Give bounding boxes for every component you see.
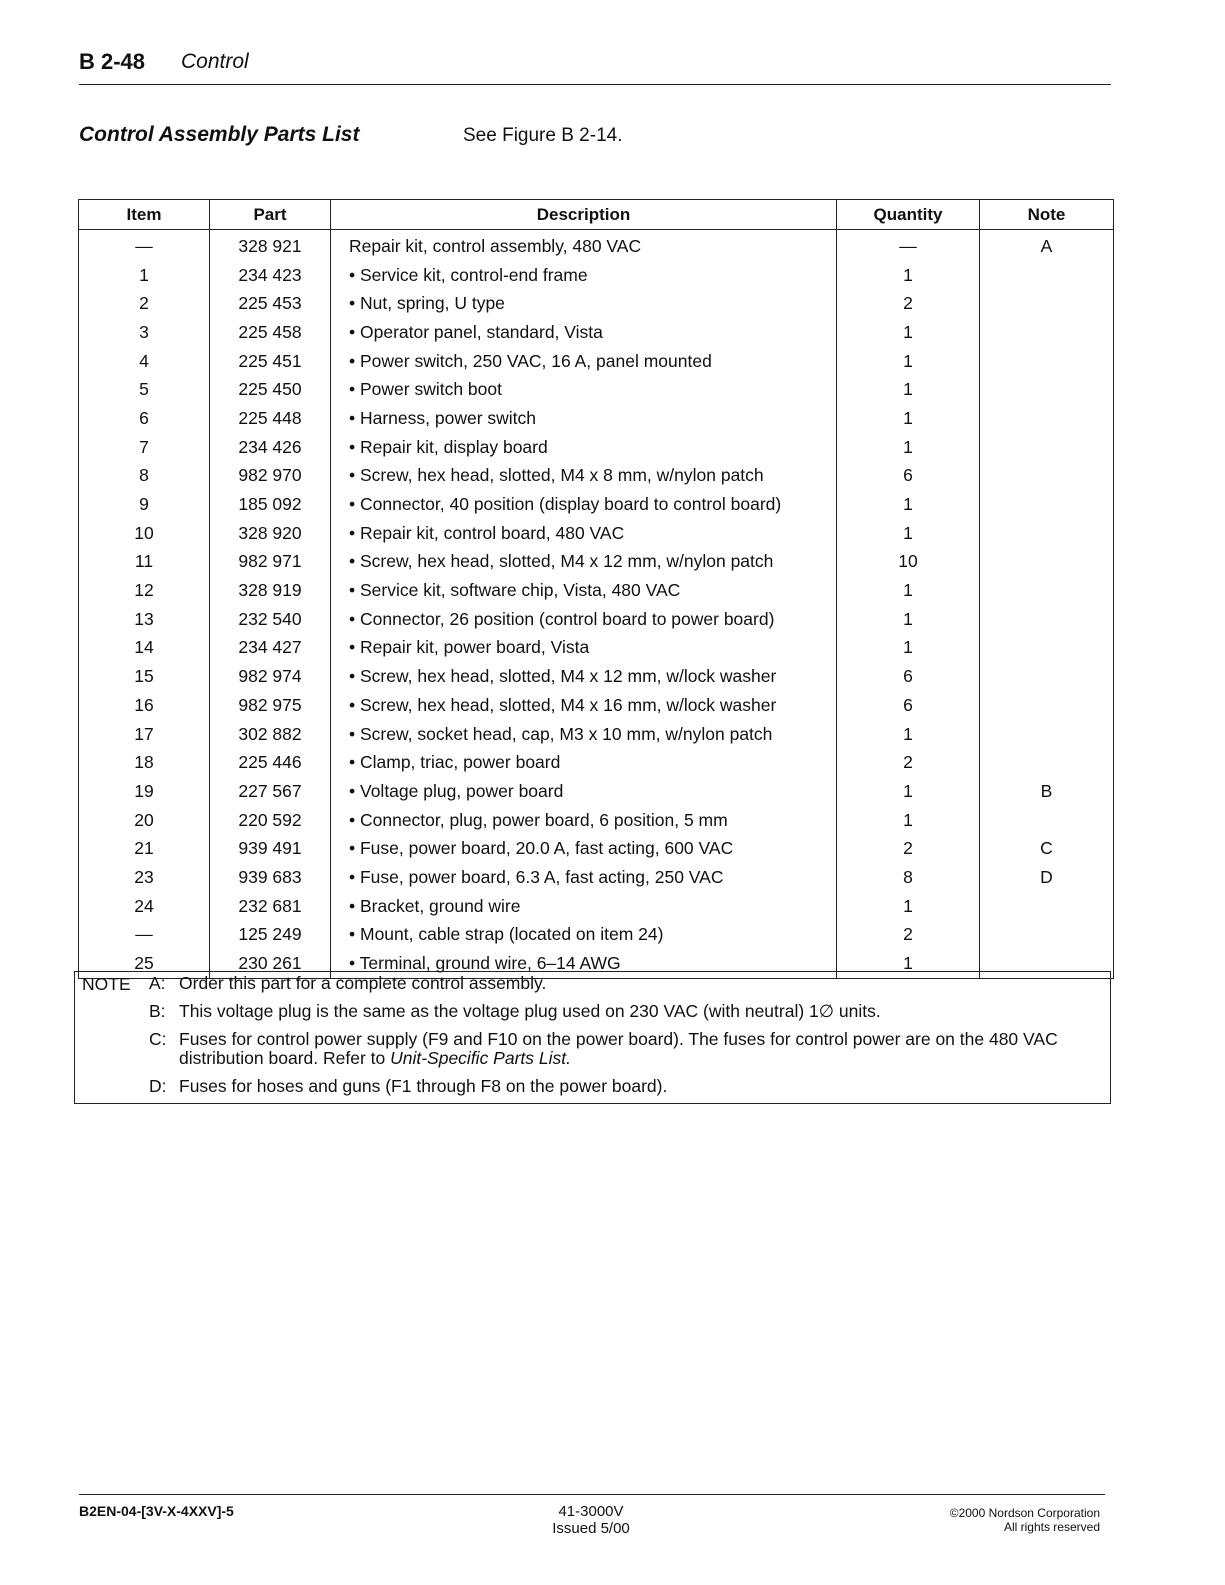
cell-note (980, 576, 1114, 605)
cell-description: Repair kit, control assembly, 480 VAC (331, 230, 837, 261)
cell-note (980, 261, 1114, 290)
cell-note (980, 519, 1114, 548)
page-number: B 2-48 (79, 49, 146, 74)
cell-description: • Screw, hex head, slotted, M4 x 16 mm, w/lock washer (331, 691, 837, 720)
cell-quantity: 1 (837, 892, 980, 921)
cell-quantity: 1 (837, 490, 980, 519)
table-row (79, 748, 1114, 777)
note-c (149, 1030, 1149, 1068)
cell-description: • Connector, 26 position (control board to power board) (331, 605, 837, 634)
cell-item: — (79, 230, 210, 261)
column-header-description: Description (331, 200, 837, 230)
cell-part: 939 683 (210, 863, 331, 892)
cell-part: 234 427 (210, 634, 331, 663)
cell-note (980, 662, 1114, 691)
cell-part: 225 458 (210, 318, 331, 347)
cell-item: 8 (79, 462, 210, 491)
cell-note (980, 318, 1114, 347)
cell-quantity: 1 (837, 433, 980, 462)
cell-note: C (980, 834, 1114, 863)
cell-part: 234 426 (210, 433, 331, 462)
table-row (79, 462, 1114, 491)
cell-item: 4 (79, 347, 210, 376)
cell-item: 23 (79, 863, 210, 892)
cell-item: 7 (79, 433, 210, 462)
cell-item: 6 (79, 404, 210, 433)
note-label: NOTE (82, 974, 131, 994)
cell-description: • Bracket, ground wire (331, 892, 837, 921)
cell-part: 230 261 (210, 949, 331, 978)
cell-item: 15 (79, 662, 210, 691)
cell-description: • Screw, hex head, slotted, M4 x 12 mm, w/lock washer (331, 662, 837, 691)
cell-item: 1 (79, 261, 210, 290)
cell-item: 3 (79, 318, 210, 347)
table-row (79, 548, 1114, 577)
cell-description: • Screw, hex head, slotted, M4 x 8 mm, w/nylon patch (331, 462, 837, 491)
cell-description: • Screw, socket head, cap, M3 x 10 mm, w/nylon patch (331, 720, 837, 749)
cell-description: • Repair kit, power board, Vista (331, 634, 837, 663)
cell-part: 232 540 (210, 605, 331, 634)
cell-description: • Mount, cable strap (located on item 24) (331, 921, 837, 950)
cell-quantity: 1 (837, 777, 980, 806)
note-b-text: This voltage plug is the same as the voltage plug used on 230 VAC (with neutral) 1∅ units. (179, 1001, 881, 1021)
note-b (149, 1002, 1099, 1021)
cell-item: — (79, 921, 210, 950)
cell-description: • Voltage plug, power board (331, 777, 837, 806)
cell-part: 328 920 (210, 519, 331, 548)
cell-part: 328 921 (210, 230, 331, 261)
chapter-title: Control (181, 50, 249, 73)
table-row (79, 892, 1114, 921)
cell-note (980, 921, 1114, 950)
note-a-text: Order this part for a complete control assembly. (179, 973, 547, 993)
cell-note (980, 691, 1114, 720)
cell-note (980, 892, 1114, 921)
section-title: Control Assembly Parts List (79, 123, 360, 146)
cell-item: 5 (79, 375, 210, 404)
note-a (149, 974, 1099, 993)
cell-note (980, 375, 1114, 404)
cell-quantity: 1 (837, 576, 980, 605)
cell-item: 12 (79, 576, 210, 605)
cell-note (980, 490, 1114, 519)
cell-quantity: 2 (837, 834, 980, 863)
cell-note (980, 806, 1114, 835)
note-a-letter: A: (149, 973, 166, 993)
cell-description: • Terminal, ground wire, 6–14 AWG (331, 949, 837, 978)
footer-doc-info (540, 1503, 642, 1537)
note-c-text-line1: Fuses for control power supply (F9 and F10 on the power board). The fuses for control power are on the 480 VAC (179, 1029, 1058, 1049)
note-d (149, 1077, 1099, 1096)
cell-quantity: 1 (837, 634, 980, 663)
cell-part: 234 423 (210, 261, 331, 290)
parts-table (78, 199, 1114, 979)
parts-table-body (79, 230, 1114, 979)
cell-item: 13 (79, 605, 210, 634)
cell-quantity: 1 (837, 261, 980, 290)
cell-note (980, 433, 1114, 462)
cell-description: • Service kit, software chip, Vista, 480 VAC (331, 576, 837, 605)
cell-part: 227 567 (210, 777, 331, 806)
cell-part: 982 975 (210, 691, 331, 720)
cell-description: • Connector, 40 position (display board to control board) (331, 490, 837, 519)
cell-quantity: 1 (837, 347, 980, 376)
table-row (79, 605, 1114, 634)
notes-box (74, 971, 1111, 1104)
cell-part: 185 092 (210, 490, 331, 519)
table-row (79, 289, 1114, 318)
cell-part: 225 448 (210, 404, 331, 433)
cell-note (980, 289, 1114, 318)
cell-description: • Screw, hex head, slotted, M4 x 12 mm, w/nylon patch (331, 548, 837, 577)
cell-description: • Harness, power switch (331, 404, 837, 433)
footer-copyright-block (880, 1506, 1100, 1534)
cell-description: • Repair kit, control board, 480 VAC (331, 519, 837, 548)
cell-note: B (980, 777, 1114, 806)
cell-item: 17 (79, 720, 210, 749)
column-header-note: Note (980, 200, 1114, 230)
cell-note (980, 634, 1114, 663)
cell-part: 232 681 (210, 892, 331, 921)
table-row (79, 318, 1114, 347)
cell-note (980, 347, 1114, 376)
cell-description: • Clamp, triac, power board (331, 748, 837, 777)
table-row (79, 662, 1114, 691)
cell-quantity: 1 (837, 375, 980, 404)
cell-quantity: 2 (837, 289, 980, 318)
table-row (79, 576, 1114, 605)
cell-part: 125 249 (210, 921, 331, 950)
cell-item: 11 (79, 548, 210, 577)
cell-part: 939 491 (210, 834, 331, 863)
cell-note (980, 605, 1114, 634)
cell-quantity: 6 (837, 662, 980, 691)
cell-note (980, 548, 1114, 577)
table-row (79, 261, 1114, 290)
column-header-item: Item (79, 200, 210, 230)
cell-note (980, 462, 1114, 491)
cell-item: 16 (79, 691, 210, 720)
cell-part: 982 970 (210, 462, 331, 491)
table-header-row (79, 200, 1114, 230)
cell-quantity: 6 (837, 691, 980, 720)
table-row (79, 834, 1114, 863)
cell-part: 225 451 (210, 347, 331, 376)
column-header-part: Part (210, 200, 331, 230)
cell-note (980, 720, 1114, 749)
table-row (79, 347, 1114, 376)
column-header-quantity: Quantity (837, 200, 980, 230)
cell-quantity: 10 (837, 548, 980, 577)
table-row (79, 863, 1114, 892)
table-row (79, 720, 1114, 749)
cell-item: 14 (79, 634, 210, 663)
table-row (79, 691, 1114, 720)
cell-item: 19 (79, 777, 210, 806)
cell-quantity: 1 (837, 519, 980, 548)
note-c-reference: Unit-Specific Parts List. (390, 1048, 571, 1068)
cell-item: 24 (79, 892, 210, 921)
footer-rule (79, 1494, 1105, 1495)
cell-item: 10 (79, 519, 210, 548)
cell-quantity: 6 (837, 462, 980, 491)
cell-part: 982 974 (210, 662, 331, 691)
cell-description: • Fuse, power board, 20.0 A, fast acting, 600 VAC (331, 834, 837, 863)
cell-part: 225 450 (210, 375, 331, 404)
cell-item: 2 (79, 289, 210, 318)
cell-description: • Repair kit, display board (331, 433, 837, 462)
cell-part: 302 882 (210, 720, 331, 749)
cell-item: 18 (79, 748, 210, 777)
cell-item: 20 (79, 806, 210, 835)
note-c-text-line2: distribution board. Refer to (179, 1048, 391, 1068)
table-row (79, 375, 1114, 404)
cell-quantity: 1 (837, 605, 980, 634)
cell-part: 225 453 (210, 289, 331, 318)
table-row (79, 519, 1114, 548)
cell-item: 25 (79, 949, 210, 978)
cell-part: 982 971 (210, 548, 331, 577)
note-d-letter: D: (149, 1076, 167, 1096)
cell-note: A (980, 230, 1114, 261)
table-row (79, 404, 1114, 433)
cell-quantity: 1 (837, 806, 980, 835)
cell-quantity: 2 (837, 748, 980, 777)
cell-quantity: 1 (837, 720, 980, 749)
table-row (79, 634, 1114, 663)
table-row (79, 490, 1114, 519)
page-header (79, 44, 1111, 85)
cell-quantity: 1 (837, 949, 980, 978)
cell-description: • Service kit, control-end frame (331, 261, 837, 290)
table-row (79, 433, 1114, 462)
cell-description: • Nut, spring, U type (331, 289, 837, 318)
footer-rights: All rights reserved (1003, 1520, 1100, 1534)
table-row (79, 230, 1114, 261)
table-row (79, 777, 1114, 806)
cell-description: • Connector, plug, power board, 6 position, 5 mm (331, 806, 837, 835)
cell-item: 9 (79, 490, 210, 519)
footer-issued: Issued 5/00 (552, 1520, 630, 1537)
footer-copyright: ©2000 Nordson Corporation (949, 1506, 1100, 1520)
cell-quantity: 8 (837, 863, 980, 892)
cell-description: • Fuse, power board, 6.3 A, fast acting, 250 VAC (331, 863, 837, 892)
cell-note: D (980, 863, 1114, 892)
cell-item: 21 (79, 834, 210, 863)
cell-quantity: 1 (837, 318, 980, 347)
cell-note (980, 748, 1114, 777)
note-d-text: Fuses for hoses and guns (F1 through F8 on the power board). (179, 1076, 668, 1096)
cell-description: • Power switch boot (331, 375, 837, 404)
footer-doc-number: 41-3000V (558, 1503, 624, 1520)
cell-note (980, 404, 1114, 433)
cell-description: • Operator panel, standard, Vista (331, 318, 837, 347)
cell-part: 225 446 (210, 748, 331, 777)
cell-quantity: 1 (837, 404, 980, 433)
cell-quantity: — (837, 230, 980, 261)
footer-doc-code: B2EN-04-[3V-X-4XXV]-5 (79, 1503, 234, 1519)
note-b-letter: B: (149, 1001, 166, 1021)
cell-part: 328 919 (210, 576, 331, 605)
note-c-letter: C: (149, 1029, 167, 1049)
table-row (79, 806, 1114, 835)
figure-reference: See Figure B 2-14. (463, 125, 623, 146)
cell-quantity: 2 (837, 921, 980, 950)
cell-description: • Power switch, 250 VAC, 16 A, panel mounted (331, 347, 837, 376)
cell-part: 220 592 (210, 806, 331, 835)
table-row (79, 921, 1114, 950)
